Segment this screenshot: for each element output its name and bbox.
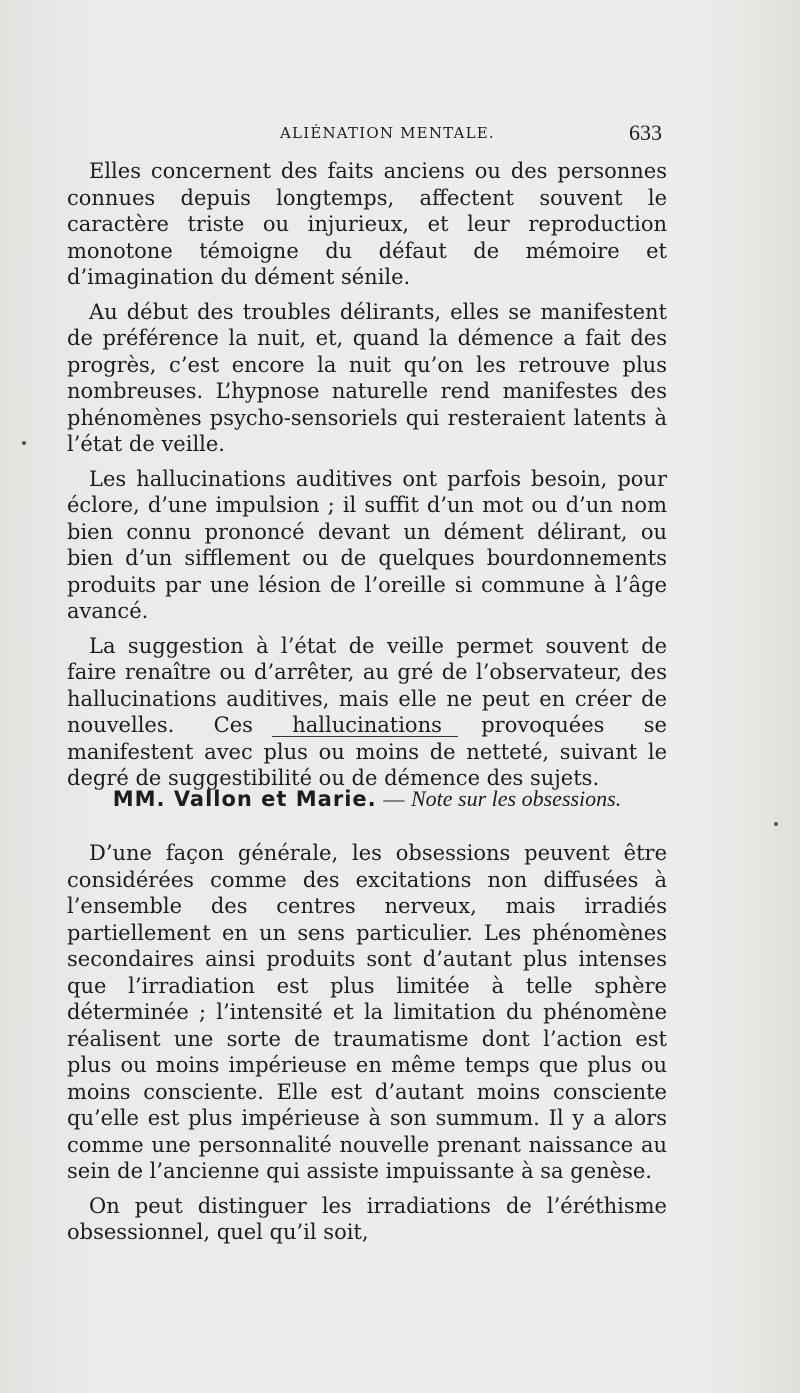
section-hallucinations <box>67 158 667 792</box>
page-speck <box>22 441 26 445</box>
paragraph: Elles concernent des faits anciens ou des personnes connues depuis longtemps, affectent souvent le caractère triste ou injurieux, et leur reproduction monotone témoigne du défaut de mémoire et d’imagination du dément sénile. <box>67 159 667 289</box>
section-divider <box>272 736 458 737</box>
paragraph: D’une façon générale, les obsessions peuvent être considérées comme des excitations non diffusées à l’ensemble des centres nerveux, mais irradiés partiellement en un sens particulier. Les phénomènes secondaires ainsi produits sont d’autant plus intenses que l’irradiation est plus limitée à telle sphère déterminée ; l’intensité et la limitation du phénomène réalisent une sorte de traumatisme dont l’action est plus ou moins impérieuse en même temps que plus ou moins consciente. Elle est d’autant moins consciente qu’elle est plus impérieuse à son summum. Il y a alors comme une personnalité nouvelle prenant naissance au sein de l’ancienne qui assiste impuissante à sa genèse. <box>67 841 667 1183</box>
running-header <box>0 120 800 148</box>
article-authors: MM. Vallon et Marie. <box>112 787 377 811</box>
paragraph: Les hallucinations auditives ont parfois besoin, pour éclore, d’une impulsion ; il suffit d’un mot ou d’un nom bien connu prononcé devant un dément délirant, ou bien d’un sifflement ou de quelques bourdonnements produits par une lésion de l’oreille si commune à l’âge avancé. <box>67 466 667 623</box>
page-speck <box>774 822 778 826</box>
paragraph: On peut distinguer les irradiations de l’éréthisme obsessionnel, quel qu’il soit, <box>67 1193 667 1244</box>
running-title: ALIÉNATION MENTALE. <box>280 124 495 142</box>
paragraph: Au début des troubles délirants, elles se manifestent de préférence la nuit, et, quand la démence a fait des progrès, c’est encore la nuit qu’on les retrouve plus nombreuses. L’hypnose naturelle rend manifestes des phénomènes psycho-sensoriels qui resteraient latents à l’état de veille. <box>67 299 667 456</box>
heading-dash: — <box>383 787 405 811</box>
article-title: Note sur les obsessions. <box>411 786 622 811</box>
section-obsessions <box>67 840 667 1246</box>
paragraph: La suggestion à l’état de veille permet souvent de faire renaître ou d’arrêter, au gré de l’observateur, des hallucinations auditives, mais elle ne peut en créer de nouvelles. Ces hallucinations provoquées se manifestent avec plus ou moins de netteté, suivant le degré de suggestibilité ou de démence des sujets. <box>67 633 667 790</box>
page-number: 633 <box>629 120 662 145</box>
article-heading <box>67 786 667 812</box>
